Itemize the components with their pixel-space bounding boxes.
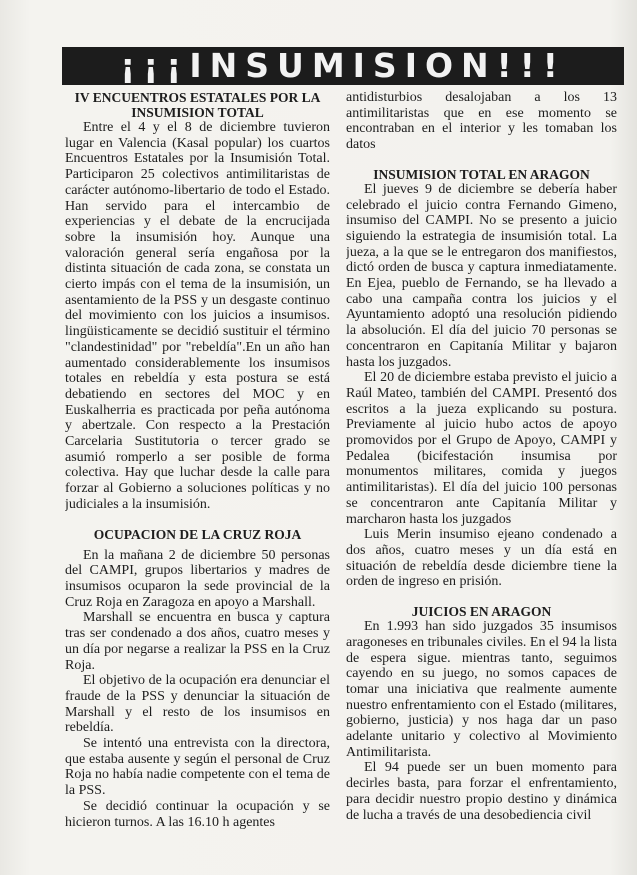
- section-heading-insumision-total-aragon: INSUMISION TOTAL EN ARAGON: [373, 166, 590, 182]
- paragraph: En la mañana 2 de diciembre 50 personas del CAMPI, grupos libertarios y madres de insumisos ocuparon la sede provincial de la Cruz Roja en Zaragoza en apoyo a Marshall.: [65, 547, 330, 610]
- left-column: [65, 90, 330, 870]
- paragraph-continued: antidisturbios desalojaban a los 13 antimilitaristas que en ese momento se encontraban en el interior y les tomaban los datos: [346, 90, 617, 153]
- heading-line-2: INSUMISION TOTAL: [131, 105, 264, 120]
- paragraph: Luis Merin insumiso ejeano condenado a dos años, cuatro meses y un día está en situación de rebeldía desde diciembre tiene la orden de ingreso en prisión.: [346, 527, 617, 590]
- section-heading-juicios-aragon: JUICIOS EN ARAGON: [411, 604, 552, 620]
- right-column: [346, 90, 617, 870]
- paragraph: El objetivo de la ocupación era denunciar el fraude de la PSS y denunciar la situación de Marshall y el resto de los insumisos en rebeldía.: [65, 673, 330, 736]
- heading-line-1: IV ENCUENTROS ESTATALES POR LA: [74, 90, 321, 105]
- paragraph: Entre el 4 y el 8 de diciembre tuvieron lugar en Valencia (Kasal popular) los cuartos Encuentros Estatales por la Insumisión Total. Participaron 25 colectivos antimilitaristas de carácter autónomo-libertario de todo el Estado. Han servido para el intercambio de experiencias y el debate de la encrucijada sobre la insumisión hoy. Aunque una valoración general sería engañosa por la distinta situación de cada zona, se constata un cierto impás con el tema de la insumisión, un asentamiento de la PSS y un desgaste continuo del movimiento con los juicios a insumisos. lingüisticamente se decidió sustituir el término "clandestinidad" por "rebeldía".En un año han aumentado considerablemente los insumisos totales en rebeldía y esta postura se está debatiendo en sectores del MOC y en Euskalherria es practicada por peña autónoma y abertzale. Con respecto a la Prestación Carcelaria Sustitutoria o tercer grado se asumió romperlo a ser posible de forma colectiva. Hay que luchar desde la calle para forzar al Gobierno a soluciones políticas y no judiciales a la insumisión.: [65, 120, 330, 512]
- paragraph: El 20 de diciembre estaba previsto el juicio a Raúl Mateo, también del CAMPI. Presentó dos escritos a la jueza explicando su postura. Previamente al juicio hubo actos de apoyo promovidos por el Grupo de Apoyo, CAMPI y Pedalea (bicifestación insumisa por monumentos militares, comida y juegos antimilitaristas). El día del juicio 100 personas se concentraron ante Capitanía Militar y marcharon hasta los juzgados: [346, 370, 617, 527]
- paragraph: El jueves 9 de diciembre se debería haber celebrado el juicio contra Fernando Gimeno, insumiso del CAMPI. No se presento a juicio siguiendo la estrategia de insumisión total. La jueza, a la que se le entregaron dos manifiestos, dictó orden de busca y captura inmediatamente. En Ejea, pueblo de Fernando, se ha llevado a cabo una campaña contra los juicios y el Ayuntamiento adoptó una resolución pidiendo la absolución. El día del juicio 70 personas se concentraron en Capitanía Militar y bajaron hasta los juzgados.: [346, 181, 617, 370]
- paragraph: En 1.993 han sido juzgados 35 insumisos aragoneses en tribunales civiles. En el 94 la lista de espera sigue. mientras tanto, seguimos cayendo en su juego, no somos capaces de tomar una iniciativa que realmente aumente nuestro enfrentamiento con el Estado (militares, gobierno, justicia) y nos haga dar un paso adelante unitario y colectivo al Movimiento Antimilitarista.: [346, 619, 617, 760]
- page-banner: ¡¡¡INSUMISION!!!: [62, 47, 624, 85]
- paragraph: Se intentó una entrevista con la directora, que estaba ausente y según el personal de Cruz Roja no había nadie competente con el tema de la PSS.: [65, 736, 330, 799]
- section-heading-encuentros: [65, 90, 330, 120]
- section-heading-cruz-roja: OCUPACION DE LA CRUZ ROJA: [93, 526, 302, 542]
- paragraph: El 94 puede ser un buen momento para decirles basta, para forzar el enfrentamiento, para decidir nuestro propio destino y dinámica de lucha a través de una desobediencia civil: [346, 760, 617, 823]
- paragraph: Se decidió continuar la ocupación y se hicieron turnos. A las 16.10 h agentes: [65, 798, 330, 830]
- paragraph: Marshall se encuentra en busca y captura tras ser condenado a dos años, cuatro meses y un día por negarse a realizar la PSS en la Cruz Roja.: [65, 610, 330, 673]
